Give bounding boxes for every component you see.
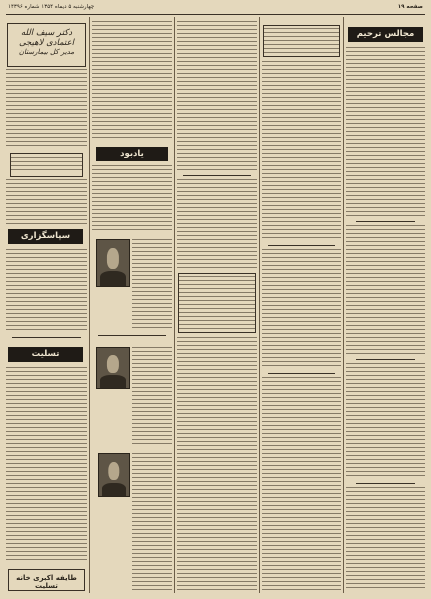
signature-box (10, 153, 83, 177)
thanks-title-banner: سپاسگزاری (8, 229, 83, 244)
hospital-director-title: مدیر کل بیمارستان (18, 48, 75, 56)
column-notices-2 (262, 17, 341, 593)
notice-box (178, 273, 256, 333)
text-block (11, 157, 82, 173)
separator (268, 245, 335, 246)
text-block (92, 21, 172, 141)
text-block (179, 276, 255, 330)
newspaper-page (6, 4, 425, 595)
separator (12, 337, 81, 338)
condolence-title-banner: تسلیت (8, 347, 83, 362)
headline-box (7, 23, 86, 67)
text-block (6, 69, 87, 149)
text-block (262, 377, 341, 591)
text-block (346, 47, 425, 217)
mourning-title-banner: مجالس ترحیم (348, 27, 423, 42)
text-block (346, 487, 425, 591)
text-block (262, 61, 341, 241)
separator (356, 359, 415, 360)
separator (268, 373, 335, 374)
separator (98, 335, 166, 336)
memorial-title-banner: یادبود (96, 147, 168, 161)
text-block (92, 165, 172, 231)
page-number: صفحه ۱۹ (397, 4, 423, 10)
hospital-director-name: دکتر سیف الله اعتمادی لاهیجی (18, 28, 75, 48)
text-block (177, 21, 257, 171)
text-block (6, 179, 87, 225)
separator (356, 221, 415, 222)
text-block (346, 363, 425, 479)
column-mourning (346, 17, 425, 593)
date-line: چهارشنبه ۵ دیماه ۱۳۵۴ شماره ۱۴۳۹۶ (8, 4, 95, 10)
column-divider (259, 17, 260, 593)
text-block (264, 28, 339, 54)
column-divider (343, 17, 344, 593)
column-notices-3 (177, 17, 257, 593)
text-block (6, 367, 87, 563)
text-block (132, 239, 172, 331)
footer-box (8, 569, 85, 591)
column-memorial (92, 17, 172, 593)
header-rule (6, 14, 425, 15)
column-thanks (6, 17, 87, 593)
text-block (177, 179, 257, 269)
text-block (132, 347, 172, 447)
notice-box (263, 25, 340, 57)
portrait-photo (98, 453, 130, 497)
text-block (132, 453, 172, 591)
column-divider (89, 17, 90, 593)
text-block (6, 249, 87, 333)
portrait-photo (96, 239, 130, 287)
separator (356, 483, 415, 484)
separator (183, 175, 251, 176)
text-block (177, 337, 257, 591)
text-block (346, 225, 425, 355)
column-divider (174, 17, 175, 593)
portrait-photo (96, 347, 130, 389)
text-block (262, 249, 341, 369)
page-header (6, 4, 425, 13)
condolence-footer-title: طایفه اکبری خانه تسلیت (16, 574, 77, 590)
